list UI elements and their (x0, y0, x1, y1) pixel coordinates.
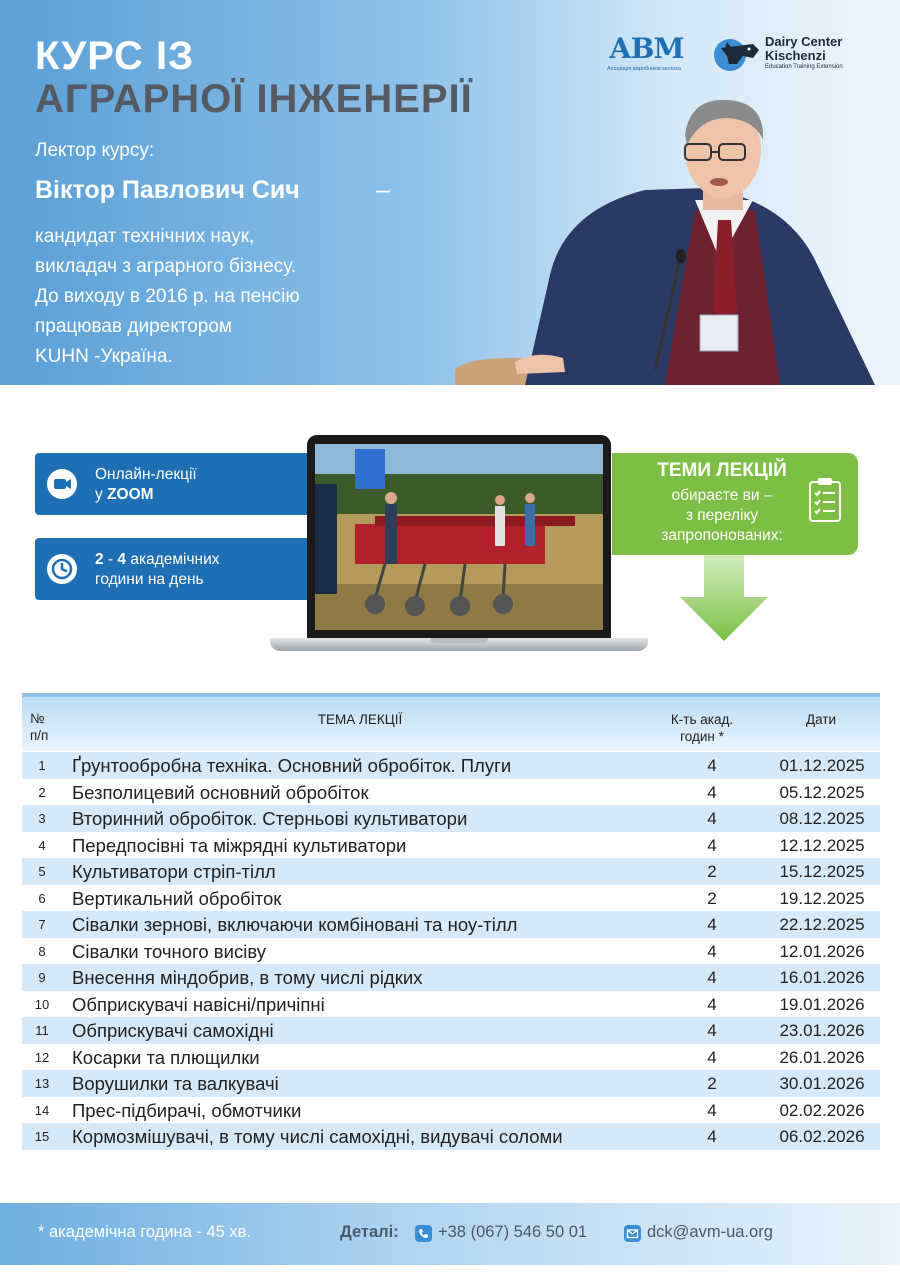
row-topic: Обприскувачі навісні/причіпні (72, 993, 325, 1015)
column-header-number (30, 710, 70, 744)
down-arrow-icon (680, 555, 768, 641)
row-topic: Кормозмішувачі, в тому числі самохідні, видувачі соломи (72, 1126, 563, 1147)
avm-logo-subtitle: Асоціація виробників молока (607, 66, 681, 72)
row-number: 15 (34, 1129, 50, 1144)
row-hours: 4 (707, 756, 717, 775)
zoom-label: ZOOM (107, 486, 154, 503)
table-row (22, 1017, 880, 1044)
header-text: № (30, 711, 45, 726)
details-label: Деталі: (340, 1223, 399, 1241)
avm-logo-text: АВМ (609, 32, 684, 65)
table-row (22, 858, 880, 885)
online-lectures-line2 (95, 485, 197, 505)
topics-title: ТЕМИ ЛЕКЦІЙ (657, 460, 787, 481)
contact-phone[interactable]: +38 (067) 546 50 01 (438, 1223, 588, 1241)
row-hours: 4 (707, 915, 717, 934)
topics-line: обираєте ви – (671, 487, 773, 504)
table-row (22, 964, 880, 991)
column-header-hours (662, 711, 742, 745)
row-date: 05.12.2025 (779, 782, 865, 802)
row-topic: Передпосівні та міжрядні культиватори (72, 834, 407, 856)
topics-callout (612, 453, 858, 555)
row-topic: Сівалки точного висіву (72, 940, 266, 962)
lecturer-photo (455, 100, 885, 385)
lectures-table-header (22, 693, 880, 751)
row-hours: 2 (707, 1074, 717, 1093)
row-hours: 2 (707, 862, 717, 881)
header-text: годин * (680, 729, 724, 744)
row-topic: Внесення міндобрив, в тому числі рідких (72, 967, 423, 988)
row-number: 12 (34, 1049, 50, 1065)
bio-line: кандидат технічних наук, (35, 226, 255, 247)
row-number: 13 (34, 1076, 50, 1091)
row-hours: 4 (707, 1047, 717, 1067)
hours-rest: академічних (126, 551, 220, 568)
online-lectures-line1: Онлайн-лекції (95, 466, 197, 483)
row-hours: 4 (707, 968, 717, 987)
hours-sep: - (103, 551, 118, 568)
academic-hour-note: * академічна година - 45 хв. (38, 1223, 252, 1241)
row-number: 7 (38, 917, 46, 932)
row-topic: Культиватори стріп-тілл (72, 861, 276, 882)
online-lectures-text (95, 465, 197, 505)
row-topic: Ґрунтообробна техніка. Основний обробіток. Плуги (72, 755, 512, 776)
row-topic: Безполицевий основний обробіток (72, 781, 369, 803)
footer (0, 1203, 900, 1265)
online-lectures-badge (35, 453, 307, 515)
row-hours: 4 (707, 1127, 717, 1146)
cow-icon (713, 34, 761, 72)
academic-hours-badge (35, 538, 307, 600)
row-topic: Вторинний обробіток. Стерньові культиватори (72, 808, 468, 829)
contact-email[interactable]: dck@avm-ua.org (647, 1223, 773, 1241)
row-number: 14 (34, 1102, 50, 1118)
table-row (22, 1070, 880, 1097)
table-row (22, 805, 880, 832)
lectures-table-body (22, 752, 880, 1150)
bio-line: викладач з аграрного бізнесу. (35, 256, 297, 277)
header-banner (0, 0, 900, 385)
row-number: 2 (38, 784, 46, 800)
bio-line: працював директором (35, 316, 232, 337)
row-number: 9 (38, 970, 46, 985)
academic-hours-line2: години на день (95, 571, 204, 588)
topics-line: з переліку (685, 507, 759, 524)
row-date: 15.12.2025 (779, 862, 865, 881)
row-number: 6 (38, 890, 46, 906)
hours-max: 4 (117, 551, 127, 568)
table-row (22, 1044, 880, 1071)
lector-bio (35, 222, 395, 372)
table-row (22, 832, 880, 859)
dairy-center-logo (713, 32, 875, 76)
row-hours: 4 (707, 809, 717, 828)
row-topic: Обприскувачі самохідні (72, 1020, 274, 1041)
lector-name: Віктор Павлович Сич (35, 176, 300, 204)
row-date: 16.01.2026 (779, 968, 865, 987)
table-row (22, 938, 880, 965)
academic-hours-text (95, 550, 220, 590)
partner-logos (605, 30, 875, 80)
video-camera-icon (47, 469, 77, 499)
lector-dash: – (376, 176, 390, 204)
topics-text (642, 486, 802, 546)
row-hours: 4 (707, 1021, 717, 1040)
row-date: 02.02.2026 (779, 1100, 865, 1120)
bio-line: KUHN -Україна. (35, 346, 173, 367)
row-date: 26.01.2026 (779, 1047, 865, 1067)
row-hours: 4 (707, 941, 717, 961)
row-date: 08.12.2025 (779, 809, 865, 828)
bio-line: До виходу в 2016 р. на пенсію (35, 286, 300, 307)
row-topic: Ворушилки та валкувачі (72, 1073, 279, 1094)
table-row (22, 885, 880, 912)
row-date: 01.12.2025 (779, 756, 865, 775)
row-number: 1 (38, 758, 46, 773)
header-text: К-ть акад. (670, 712, 734, 727)
row-hours: 4 (707, 994, 717, 1014)
table-row (22, 752, 880, 779)
row-hours: 4 (707, 1100, 717, 1120)
row-date: 22.12.2025 (779, 915, 865, 934)
row-hours: 2 (707, 888, 717, 908)
row-date: 06.02.2026 (779, 1127, 865, 1146)
lector-label: Лектор курсу: (35, 140, 155, 161)
course-title-line1: КУРС ІЗ (35, 34, 195, 78)
row-hours: 4 (707, 835, 717, 855)
hours-min: 2 (95, 551, 104, 568)
row-date: 30.01.2026 (779, 1074, 865, 1093)
clock-icon (47, 554, 77, 584)
row-topic: Сівалки зернові, включаючи комбіновані та ноу-тілл (72, 914, 518, 935)
laptop-image (270, 435, 648, 653)
row-number: 10 (34, 996, 50, 1012)
course-title-line2: АГРАРНОЇ ІНЖЕНЕРІЇ (35, 77, 473, 121)
row-topic: Косарки та плющилки (72, 1046, 260, 1068)
laptop-notch (430, 638, 488, 643)
table-row (22, 991, 880, 1018)
row-number: 8 (38, 943, 46, 959)
mail-icon (624, 1225, 641, 1242)
avm-logo (605, 32, 695, 74)
row-topic: Вертикальний обробіток (72, 887, 282, 909)
clipboard-checklist-icon (808, 477, 842, 523)
column-header-topic: ТЕМА ЛЕКЦІЇ (317, 712, 403, 727)
row-date: 12.01.2026 (779, 941, 865, 961)
table-row (22, 911, 880, 938)
dairy-center-subtitle: Kischenzi (765, 48, 826, 63)
row-hours: 4 (707, 782, 717, 802)
phone-icon (415, 1225, 432, 1242)
field-demo-photo (315, 444, 603, 630)
table-row (22, 1123, 880, 1150)
table-row (22, 1097, 880, 1124)
dairy-center-title: Dairy Center (765, 34, 843, 49)
row-number: 3 (38, 811, 46, 826)
row-date: 19.12.2025 (779, 888, 865, 908)
row-date: 12.12.2025 (779, 835, 865, 855)
online-prefix: у (95, 486, 108, 503)
row-number: 11 (35, 1023, 49, 1038)
dairy-center-tagline: Education Training Extension (765, 64, 843, 70)
row-number: 5 (38, 864, 46, 879)
column-header-dates: Дати (805, 712, 837, 727)
row-topic: Прес-підбирачі, обмотчики (72, 1099, 302, 1121)
header-text: п/п (30, 728, 49, 743)
row-date: 19.01.2026 (779, 994, 865, 1014)
row-number: 4 (38, 837, 46, 853)
academic-hours-line1 (95, 550, 220, 570)
laptop-screen (307, 435, 611, 639)
topics-line: запропонованих: (661, 527, 783, 544)
row-date: 23.01.2026 (779, 1021, 865, 1040)
table-row (22, 779, 880, 806)
